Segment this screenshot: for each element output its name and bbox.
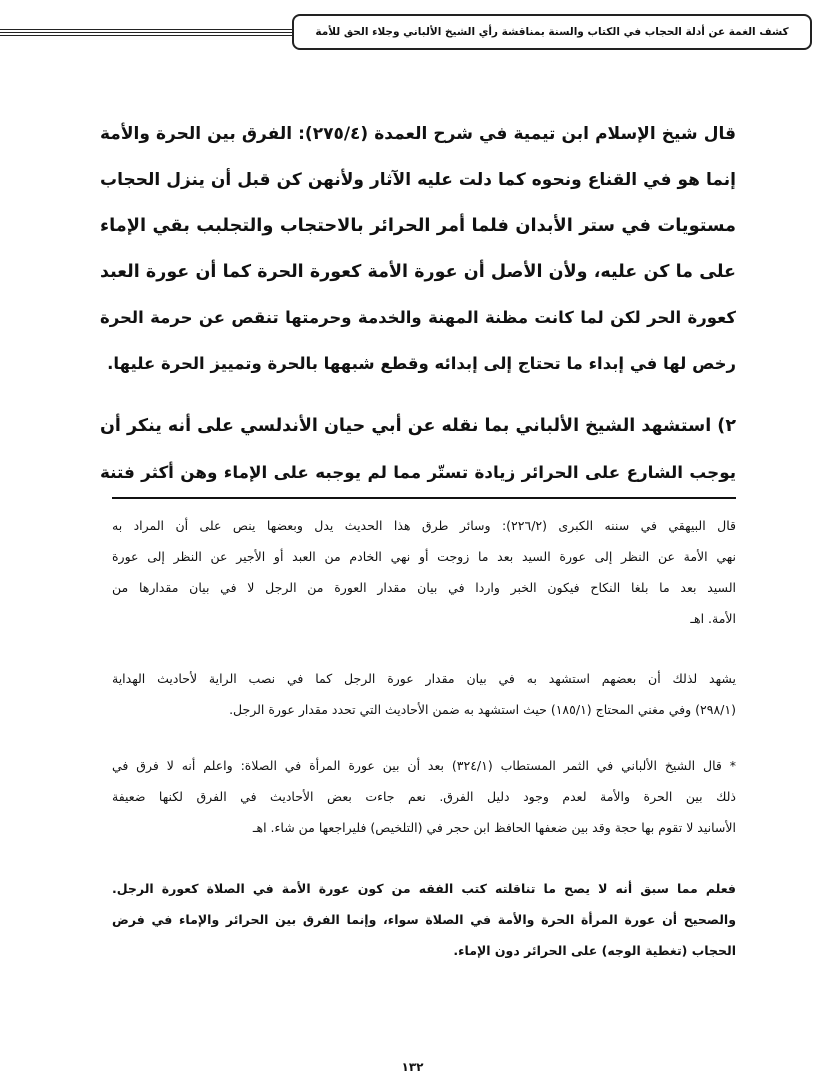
footnote-line: الأسانيد لا تقوم بها حجة وقد بين ضعفها الحافظ ابن حجر في (التلخيص) فليراجعها من شاء. اهـ — [252, 820, 736, 835]
main-line: رخص لها في إبداء ما تحتاج إلى إبدائه وقطع شبهها بالحرة وتمييز الحرة عليها. — [107, 354, 736, 373]
header-rule-middle — [0, 32, 292, 33]
header-rule-bottom — [0, 35, 292, 36]
running-header-title: كشف الغمة عن أدلة الحجاب في الكتاب والسنة بمناقشة رأي الشيخ الألباني وجلاء الحق للأمة — [315, 26, 789, 38]
footnote-line: فعلم مما سبق أنه لا يصح ما تناقلته كتب الفقه من كون عورة الأمة في الصلاة كعورة الرجل. — [112, 881, 736, 896]
main-line: ٢) استشهد الشيخ الألباني بما نقله عن أبي حيان الأندلسي على أنه ينكر أن — [100, 416, 736, 436]
footnote-line: نهي الأمة عن النظر إلى عورة السيد بعد ما زوجت أو نهي الخادم من العبد أو الأجير عن النظر إلى عورة — [112, 549, 736, 564]
footnote-bayhaqi — [112, 510, 736, 634]
main-line: إنما هو في القناع ونحوه كما دلت عليه الآثار ولأنهن كن قبل أن ينزل الحجاب — [100, 170, 736, 190]
footnote-separator — [112, 497, 736, 499]
header-rule-top — [0, 29, 292, 30]
paragraph-ibn-taymiyyah — [100, 111, 736, 387]
main-line: كعورة الحر لكن لما كانت مظنة المهنة والخدمة وحرمتها تنقص عن حرمة الحرة — [100, 308, 736, 327]
footnote-line: ذلك بين الحرة والأمة لعدم وجود دليل الفرق. نعم جاءت بعض الأحاديث في الفرق لكنها ضعيفة — [112, 789, 736, 804]
main-line: قال شيخ الإسلام ابن تيمية في شرح العمدة (٢٧٥/٤): الفرق بين الحرة والأمة — [100, 124, 736, 144]
footnote-thamar-mustatab — [112, 750, 736, 843]
footnote-line: السيد بعد ما بلغا النكاح فيكون الخبر واردا في بيان مقدار العورة من الرجل لا في بيان مقدارها من — [112, 580, 736, 595]
footnote-conclusion — [112, 873, 736, 966]
footnote-nasb-al-raya — [112, 663, 736, 725]
footnote-line: (٢٩٨/١) وفي مغني المحتاج (١٨٥/١) حيث استشهد به ضمن الأحاديث التي تحدد مقدار عورة الرجل. — [229, 702, 736, 717]
running-header — [292, 14, 812, 50]
footnote-line: الأمة. اهـ — [690, 611, 736, 626]
main-line: مستويات في ستر الأبدان فلما أمر الحرائر بالاحتجاب والتجلبب بقي الإماء — [100, 216, 736, 236]
footnote-line: قال البيهقي في سننه الكبرى (٢٢٦/٢): وسائر طرق هذا الحديث يدل وبعضها ينص على أن المراد به — [112, 518, 736, 533]
paragraph-point-2 — [100, 403, 736, 495]
main-line: على ما كن عليه، ولأن الأصل أن عورة الأمة كعورة الحرة كما أن عورة العبد — [100, 262, 736, 282]
page-number: ١٣٢ — [401, 1060, 424, 1074]
footnote-line: يشهد لذلك أن بعضهم استشهد به في بيان مقدار عورة الرجل كما في نصب الراية لأحاديث الهداية — [112, 671, 736, 686]
footnote-line: والصحيح أن عورة المرأة الحرة والأمة في الصلاة سواء، وإنما الفرق بين الحرائر والإماء في فرض — [112, 912, 736, 927]
main-line: يوجب الشارع على الحرائر زيادة تستّر مما لم يوجبه على الإماء وهن أكثر فتنة — [100, 462, 736, 482]
footnote-line: * قال الشيخ الألباني في الثمر المستطاب (٣٢٤/١) بعد أن بين عورة المرأة في الصلاة: واعلم أنه لا فرق في — [112, 758, 736, 773]
footnote-line: الحجاب (تغطية الوجه) على الحرائر دون الإماء. — [453, 943, 736, 958]
